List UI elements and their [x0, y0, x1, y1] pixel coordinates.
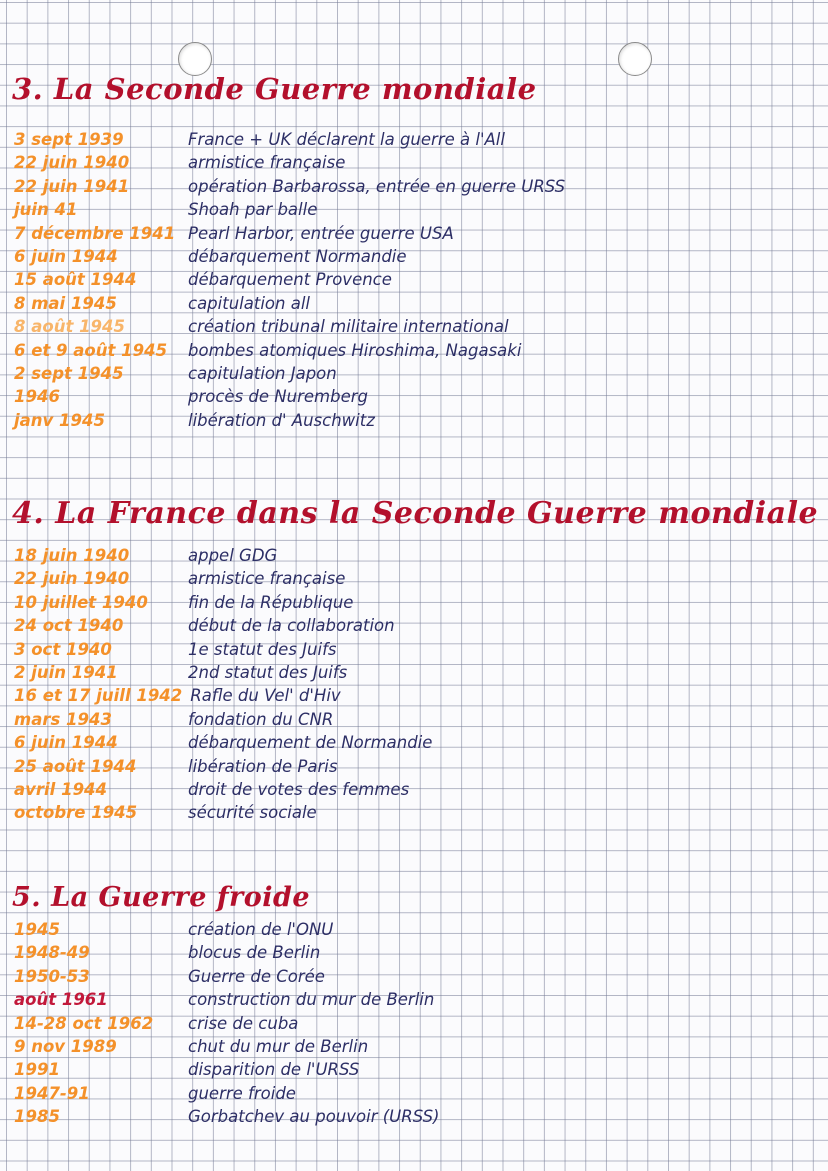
entry-date: 1950-53 — [14, 966, 90, 986]
entry-text: capitulation all — [188, 293, 310, 313]
timeline-entry — [14, 292, 565, 315]
timeline-entry — [14, 638, 432, 661]
entry-text: Rafle du Vel' d'Hiv — [190, 686, 341, 706]
entry-date: 1948-49 — [14, 943, 90, 963]
timeline-entry — [14, 731, 432, 754]
timeline-entry — [14, 965, 440, 988]
timeline-entry — [14, 1105, 440, 1128]
entry-date: avril 1944 — [14, 779, 108, 799]
binder-hole-right — [618, 42, 652, 76]
timeline-entry — [14, 151, 565, 174]
timeline-entry — [14, 801, 432, 824]
entry-date: 22 juin 1941 — [14, 176, 130, 196]
entry-date: août 1961 — [14, 990, 108, 1010]
timeline-entry — [14, 1058, 440, 1081]
entry-date: juin 41 — [14, 200, 78, 220]
timeline-entry — [14, 778, 432, 801]
section-title-france-ww2: 4. La France dans la Seconde Guerre mondiale — [12, 496, 819, 531]
entry-date: 15 août 1944 — [14, 270, 137, 290]
entry-text: Shoah par balle — [188, 200, 318, 220]
entry-text: Pearl Harbor, entrée guerre USA — [188, 223, 454, 243]
entry-date: 25 août 1944 — [14, 756, 137, 776]
entry-text: début de la collaboration — [188, 616, 395, 636]
entry-text: bombes atomiques Hiroshima, Nagasaki — [188, 340, 522, 360]
section-title-cold-war: 5. La Guerre froide — [12, 882, 311, 913]
entry-date: 2 juin 1941 — [14, 662, 118, 682]
timeline-entry — [14, 708, 432, 731]
timeline-entry — [14, 1012, 440, 1035]
entry-text: libération de Paris — [188, 756, 338, 776]
entry-date: 22 juin 1940 — [14, 153, 130, 173]
timeline-entry — [14, 941, 440, 964]
timeline-entry — [14, 567, 432, 590]
entry-text: France + UK déclarent la guerre à l'All — [188, 130, 505, 149]
entry-date: 9 nov 1989 — [14, 1036, 117, 1056]
entry-text: débarquement Normandie — [188, 246, 407, 266]
timeline-entry — [14, 544, 432, 567]
entry-text: crise de cuba — [188, 1013, 299, 1033]
entry-text: sécurité sociale — [188, 803, 317, 823]
entry-date: 6 juin 1944 — [14, 246, 118, 266]
entry-text: guerre froide — [188, 1083, 296, 1103]
entry-date: 1945 — [14, 920, 60, 939]
entry-date: octobre 1945 — [14, 803, 138, 823]
entry-date: 2 sept 1945 — [14, 363, 124, 383]
timeline-entry — [14, 339, 565, 362]
entry-text: fin de la République — [188, 592, 354, 612]
timeline-entry — [14, 409, 565, 432]
timeline-entry — [14, 988, 440, 1011]
entry-date: 6 et 9 août 1945 — [14, 340, 168, 360]
timeline-entry — [14, 222, 565, 245]
entry-text: libération d' Auschwitz — [188, 410, 375, 430]
entry-date: 1947-91 — [14, 1083, 90, 1103]
timeline-entry — [14, 315, 565, 338]
entry-date: 1991 — [14, 1060, 60, 1080]
entry-date: 8 mai 1945 — [14, 293, 117, 313]
entry-text: fondation du CNR — [188, 709, 334, 729]
entry-text: armistice française — [188, 569, 346, 589]
entry-date: 22 juin 1940 — [14, 569, 130, 589]
entry-text: chut du mur de Berlin — [188, 1036, 369, 1056]
entry-text: débarquement Provence — [188, 270, 392, 290]
entry-date: 8 août 1945 — [14, 317, 125, 337]
timeline-cold-war — [14, 918, 440, 1129]
entry-text: procès de Nuremberg — [188, 387, 368, 407]
entry-text: droit de votes des femmes — [188, 779, 410, 799]
entry-text: création de l'ONU — [188, 920, 334, 939]
entry-date: 3 oct 1940 — [14, 639, 112, 659]
timeline-entry — [14, 1035, 440, 1058]
entry-date: mars 1943 — [14, 709, 112, 729]
section-title-ww2: 3. La Seconde Guerre mondiale — [12, 72, 537, 106]
entry-date: 14-28 oct 1962 — [14, 1013, 154, 1033]
entry-text: disparition de l'URSS — [188, 1060, 360, 1080]
entry-date: 16 et 17 juill 1942 — [14, 686, 183, 706]
entry-text: Gorbatchev au pouvoir (URSS) — [188, 1107, 440, 1127]
timeline-entry — [14, 591, 432, 614]
entry-date: 3 sept 1939 — [14, 130, 124, 149]
timeline-entry — [14, 755, 432, 778]
entry-date: janv 1945 — [14, 410, 105, 430]
timeline-entry — [14, 918, 440, 941]
binder-hole-left — [178, 42, 212, 76]
entry-date: 18 juin 1940 — [14, 546, 130, 565]
entry-text: armistice française — [188, 153, 346, 173]
timeline-entry — [14, 245, 565, 268]
entry-date: 1985 — [14, 1107, 60, 1127]
entry-text: appel GDG — [188, 546, 278, 565]
entry-date: 1946 — [14, 387, 60, 407]
timeline-entry — [14, 175, 565, 198]
timeline-entry — [14, 198, 565, 221]
timeline-entry — [14, 385, 565, 408]
entry-date: 7 décembre 1941 — [14, 223, 176, 243]
entry-text: 2nd statut des Juifs — [188, 662, 348, 682]
timeline-entry — [14, 128, 565, 151]
timeline-france-ww2 — [14, 544, 432, 825]
entry-text: blocus de Berlin — [188, 943, 321, 963]
timeline-entry — [14, 268, 565, 291]
entry-text: création tribunal militaire international — [188, 317, 509, 337]
entry-text: 1e statut des Juifs — [188, 639, 337, 659]
entry-text: capitulation Japon — [188, 363, 337, 383]
entry-date: 10 juillet 1940 — [14, 592, 148, 612]
timeline-entry — [14, 362, 565, 385]
entry-date: 6 juin 1944 — [14, 733, 118, 753]
timeline-entry — [14, 684, 432, 707]
entry-text: débarquement de Normandie — [188, 733, 433, 753]
entry-date: 24 oct 1940 — [14, 616, 124, 636]
entry-text: opération Barbarossa, entrée en guerre URSS — [188, 176, 566, 196]
timeline-ww2 — [14, 128, 565, 432]
entry-text: construction du mur de Berlin — [188, 990, 435, 1010]
timeline-entry — [14, 661, 432, 684]
timeline-entry — [14, 614, 432, 637]
entry-text: Guerre de Corée — [188, 966, 325, 986]
timeline-entry — [14, 1082, 440, 1105]
